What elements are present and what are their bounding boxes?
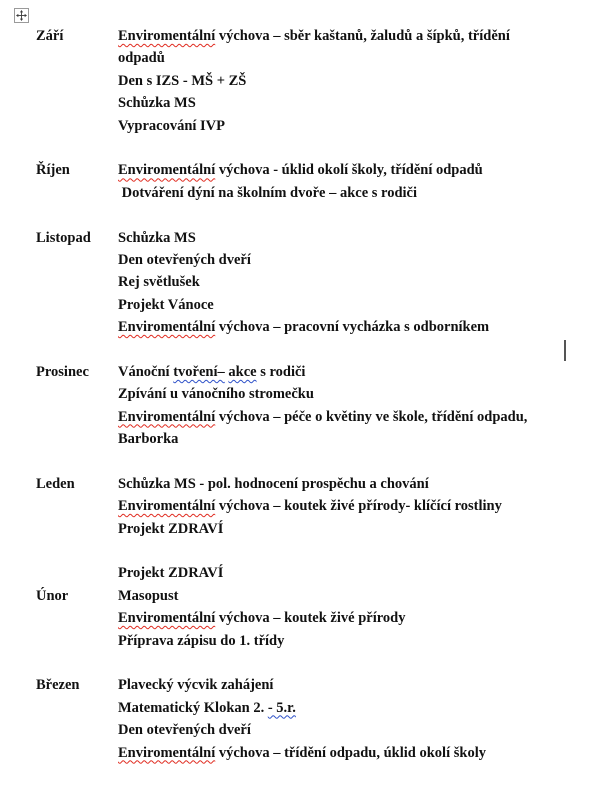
activity-lines [118, 25, 605, 137]
grammar-flagged-word: akce [228, 363, 257, 380]
spellcheck-flagged-word: Enviromentální [118, 162, 216, 179]
activity-line [118, 630, 605, 652]
grammar-flagged-word: tvoření– [173, 363, 225, 380]
activity-line [118, 92, 605, 114]
spellcheck-flagged-word: Enviromentální [118, 744, 216, 761]
text-run: Schůzka MS - pol. hodnocení prospěchu a chování [118, 475, 429, 492]
text-run: Příprava zápisu do 1. třídy [118, 632, 285, 649]
month-label: Prosinec [36, 363, 89, 380]
text-cursor [564, 340, 566, 361]
activity-line [118, 518, 605, 540]
activity-line [118, 159, 605, 181]
text-run: Matematický Klokan 2. [118, 699, 268, 716]
text-run: Schůzka MS [118, 229, 196, 246]
activity-line [118, 361, 605, 383]
grammar-flagged-word: - 5.r. [267, 699, 296, 716]
activity-line [118, 249, 605, 271]
activity-line [118, 607, 605, 629]
month-label: Únor [36, 587, 69, 604]
spellcheck-flagged-word: Enviromentální [118, 319, 216, 336]
activity-lines [118, 159, 605, 204]
activity-line [118, 294, 605, 316]
month-label: Září [36, 28, 64, 44]
text-run: výchova – sběr kaštanů, žaludů a šípků, třídění [215, 28, 510, 44]
month-row [0, 585, 605, 652]
schedule-table [0, 25, 605, 764]
month-row [0, 361, 605, 451]
spellcheck-flagged-word: Enviromentální [118, 610, 216, 627]
text-run: Schůzka MS [118, 95, 196, 112]
text-run: výchova – koutek živé přírody [215, 610, 406, 627]
activity-lines [118, 562, 605, 584]
activity-line [118, 473, 605, 495]
activity-line [118, 115, 605, 137]
month-row [0, 562, 605, 584]
spellcheck-flagged-word: Enviromentální [118, 28, 216, 44]
activity-line [118, 316, 605, 338]
text-run: výchova – třídění odpadu, úklid okolí školy [215, 744, 486, 761]
text-run: Zpívání u vánočního stromečku [118, 386, 314, 403]
month-row [0, 159, 605, 204]
activity-lines [118, 227, 605, 339]
month-row [0, 227, 605, 339]
month-label: Březen [36, 677, 80, 694]
text-run: odpadů [118, 50, 165, 67]
spellcheck-flagged-word: Enviromentální [118, 408, 216, 425]
text-run: s rodiči [256, 363, 306, 380]
month-label: Leden [36, 475, 75, 492]
text-run: Plavecký výcvik zahájení [118, 677, 274, 694]
month-row [0, 25, 605, 137]
text-run: výchova - úklid okolí školy, třídění odpadů [215, 162, 483, 179]
activity-line [118, 47, 605, 69]
text-run: Projekt Vánoce [118, 296, 214, 313]
text-run: Den otevřených dveří [118, 251, 251, 268]
text-run: Dotváření dýní na školním dvoře – akce s rodiči [118, 184, 418, 201]
text-run: Den otevřených dveří [118, 722, 251, 739]
month-label: Listopad [36, 229, 91, 246]
activity-line [118, 182, 605, 204]
activity-line [118, 697, 605, 719]
text-run: Rej světlušek [118, 274, 200, 291]
activity-line [118, 674, 605, 696]
activity-line [118, 495, 605, 517]
text-run: Projekt ZDRAVÍ [118, 520, 224, 537]
text-run: výchova – péče o květiny ve škole, třídění odpadu, [215, 408, 528, 425]
activity-line [118, 562, 605, 584]
month-row [0, 674, 605, 764]
activity-line [118, 719, 605, 741]
activity-lines [118, 674, 605, 764]
text-run: Vánoční [118, 363, 174, 380]
activity-line [118, 585, 605, 607]
text-run: Vypracování IVP [118, 117, 226, 134]
activity-line [118, 271, 605, 293]
table-move-handle[interactable] [14, 8, 29, 23]
activity-line [118, 428, 605, 450]
activity-line [118, 227, 605, 249]
activity-line [118, 742, 605, 764]
activity-lines [118, 585, 605, 652]
text-run: Barborka [118, 431, 179, 448]
text-run: Projekt ZDRAVÍ [118, 565, 224, 582]
text-run: Den s IZS - MŠ + ZŠ [118, 72, 247, 89]
activity-line [118, 70, 605, 92]
activity-line [118, 25, 605, 47]
activity-lines [118, 473, 605, 540]
spellcheck-flagged-word: Enviromentální [118, 498, 216, 515]
month-label: Říjen [36, 162, 70, 179]
activity-line [118, 383, 605, 405]
activity-line [118, 406, 605, 428]
text-run: výchova – koutek živé přírody- klíčící rostliny [215, 498, 502, 515]
month-row [0, 473, 605, 540]
text-run: výchova – pracovní vycházka s odborníkem [215, 319, 490, 336]
text-run: Masopust [118, 587, 179, 604]
four-way-arrow-icon [16, 10, 27, 21]
activity-lines [118, 361, 605, 451]
